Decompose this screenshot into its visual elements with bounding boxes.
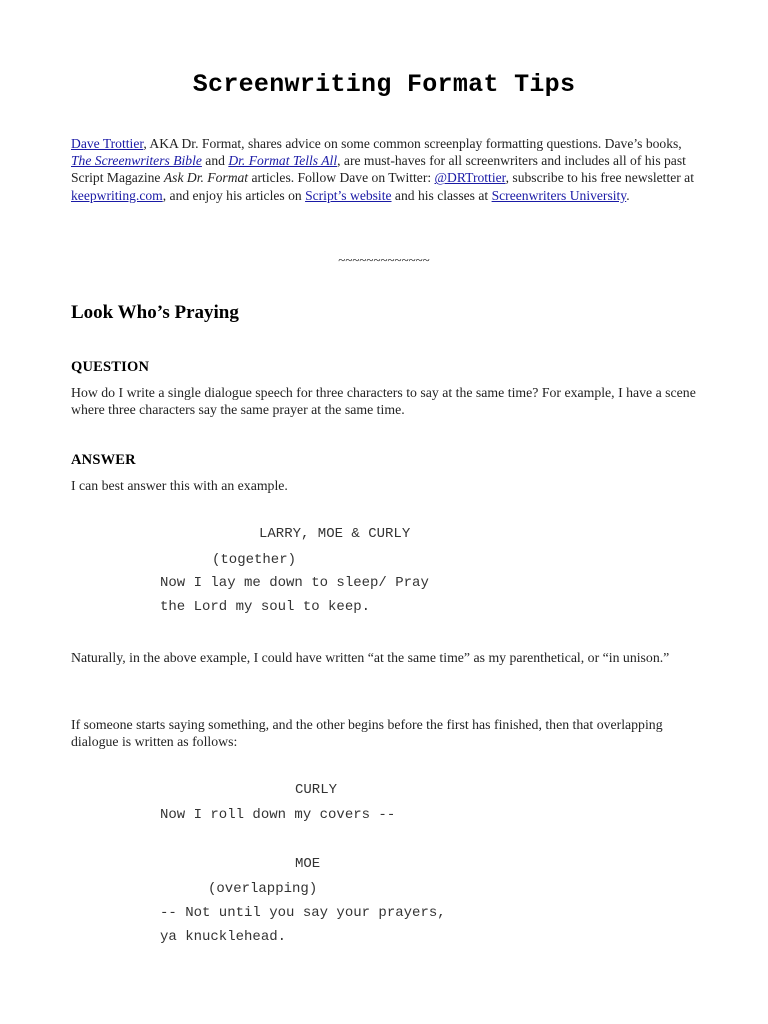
author-link[interactable]: Dave Trottier xyxy=(71,136,144,151)
page-title: Screenwriting Format Tips xyxy=(192,70,576,99)
answer-label: ANSWER xyxy=(71,452,136,468)
example2-parenthetical: (overlapping) xyxy=(208,881,318,897)
script-website-link[interactable]: Script’s website xyxy=(305,187,392,203)
example2-dialogue-line: Now I roll down my covers -- xyxy=(160,807,396,823)
intro-text: , AKA Dr. Format, shares advice on some common screenplay formatting questions. Dave’s books, xyxy=(143,136,682,151)
book-link-dr-format[interactable]: Dr. Format Tells All xyxy=(228,153,338,169)
intro-text: and xyxy=(201,153,229,169)
example1-dialogue-line: the Lord my soul to keep. xyxy=(160,599,371,615)
intro-text: . xyxy=(626,187,630,203)
question-label: QUESTION xyxy=(71,359,150,375)
intro-text: articles. Follow Dave on Twitter: xyxy=(248,170,435,186)
example2-dialogue-line: ya knucklehead. xyxy=(160,929,287,945)
newsletter-link[interactable]: keepwriting.com xyxy=(71,187,163,203)
intro-text: , are must-haves for all screenwriters and includes all of his past Script Magazine xyxy=(71,153,686,186)
example1-parenthetical: (together) xyxy=(212,552,297,568)
question-text: How do I write a single dialogue speech for three characters to say at the same time? For example, I have a scene where three characters say the same prayer at the same time. xyxy=(71,385,696,417)
intro-paragraph xyxy=(71,135,701,204)
example2-character-moe: MOE xyxy=(295,856,321,872)
example2-dialogue-line: -- Not until you say your prayers, xyxy=(160,905,446,921)
example1-dialogue-line: Now I lay me down to sleep/ Pray xyxy=(160,575,429,591)
intro-text: , subscribe to his free newsletter at xyxy=(505,170,694,186)
book-link-screenwriters-bible[interactable]: The Screenwriters Bible xyxy=(71,153,202,169)
screenwriters-university-link[interactable]: Screenwriters University xyxy=(491,187,627,203)
twitter-link[interactable]: @DRTrottier xyxy=(434,170,506,186)
intro-text: and his classes at xyxy=(391,187,492,203)
section-separator: ~~~~~~~~~~~~~ xyxy=(338,252,430,267)
paragraph-naturally: Naturally, in the above example, I could have written “at the same time” as my parenthetical, or “in unison.” xyxy=(71,650,670,665)
example1-character: LARRY, MOE & CURLY xyxy=(259,526,411,542)
paragraph-overlap: If someone starts saying something, and the other begins before the first has finished, then that overlapping dialogue is written as follows: xyxy=(71,717,663,749)
section-heading: Look Who’s Praying xyxy=(71,302,239,323)
column-name: Ask Dr. Format xyxy=(163,170,249,186)
answer-intro: I can best answer this with an example. xyxy=(71,478,288,493)
example2-character-curly: CURLY xyxy=(295,782,338,798)
intro-text: , and enjoy his articles on xyxy=(162,187,306,203)
